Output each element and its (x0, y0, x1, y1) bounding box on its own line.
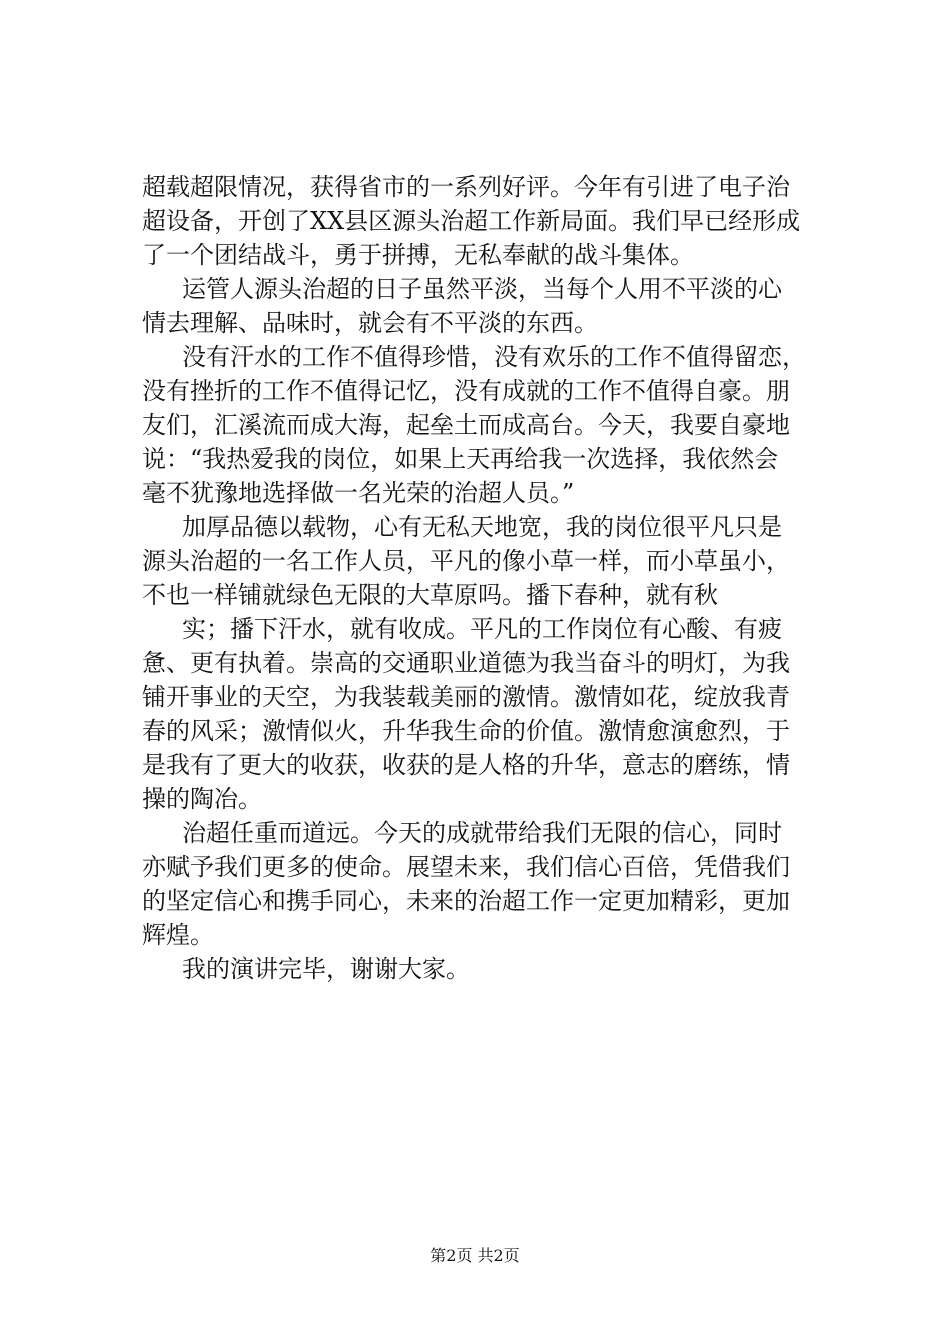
text-line: 加厚品德以载物，心有无私天地宽，我的岗位很平凡只是 (182, 513, 782, 541)
text-line: 的坚定信心和携手同心，未来的治超工作一定更加精彩，更加 (142, 887, 790, 915)
text-line: 毫不犹豫地选择做一名光荣的治超人员。” (142, 479, 575, 507)
text-line: 我的演讲完毕，谢谢大家。 (182, 955, 470, 983)
text-line: 实；播下汗水，就有收成。平凡的工作岗位有心酸、有疲 (182, 615, 782, 643)
text-line: 治超任重而道远。今天的成就带给我们无限的信心，同时 (182, 819, 782, 847)
text-line: 超载超限情况，获得省市的一系列好评。今年有引进了电子治 (142, 173, 790, 201)
text-line: 了一个团结战斗，勇于拼搏，无私奉献的战斗集体。 (142, 241, 694, 269)
text-line: 春的风采；激情似火，升华我生命的价值。激情愈演愈烈，于 (142, 717, 790, 745)
text-line: 是我有了更大的收获，收获的是人格的升华，意志的磨练，情 (142, 751, 790, 779)
document-body (142, 170, 822, 986)
text-line: 铺开事业的天空，为我装载美丽的激情。激情如花，绽放我青 (142, 683, 790, 711)
text-line: 不也一样铺就绿色无限的大草原吗。播下春种，就有秋 (142, 581, 718, 609)
text-line: 友们，汇溪流而成大海，起垒土而成高台。今天，我要自豪地 (142, 411, 790, 439)
text-line: 情去理解、品味时，就会有不平淡的东西。 (142, 309, 598, 337)
text-line: 惫、更有执着。崇高的交通职业道德为我当奋斗的明灯，为我 (142, 649, 790, 677)
text-line: 源头治超的一名工作人员，平凡的像小草一样，而小草虽小， (142, 547, 790, 575)
text-line: 没有汗水的工作不值得珍惜，没有欢乐的工作不值得留恋， (182, 343, 806, 371)
text-line: 操的陶冶。 (142, 785, 262, 813)
text-line: 辉煌。 (142, 921, 214, 949)
text-line: 亦赋予我们更多的使命。展望未来，我们信心百倍，凭借我们 (142, 853, 790, 881)
page-footer: 第2页 共2页 (430, 1246, 520, 1265)
text-line: 运管人源头治超的日子虽然平淡，当每个人用不平淡的心 (182, 275, 782, 303)
text-line: 没有挫折的工作不值得记忆，没有成就的工作不值得自豪。朋 (142, 377, 790, 405)
text-line: 说：“我热爱我的岗位，如果上天再给我一次选择，我依然会 (142, 445, 779, 473)
text-line: 超设备，开创了XX县区源头治超工作新局面。我们早已经形成 (142, 207, 801, 235)
